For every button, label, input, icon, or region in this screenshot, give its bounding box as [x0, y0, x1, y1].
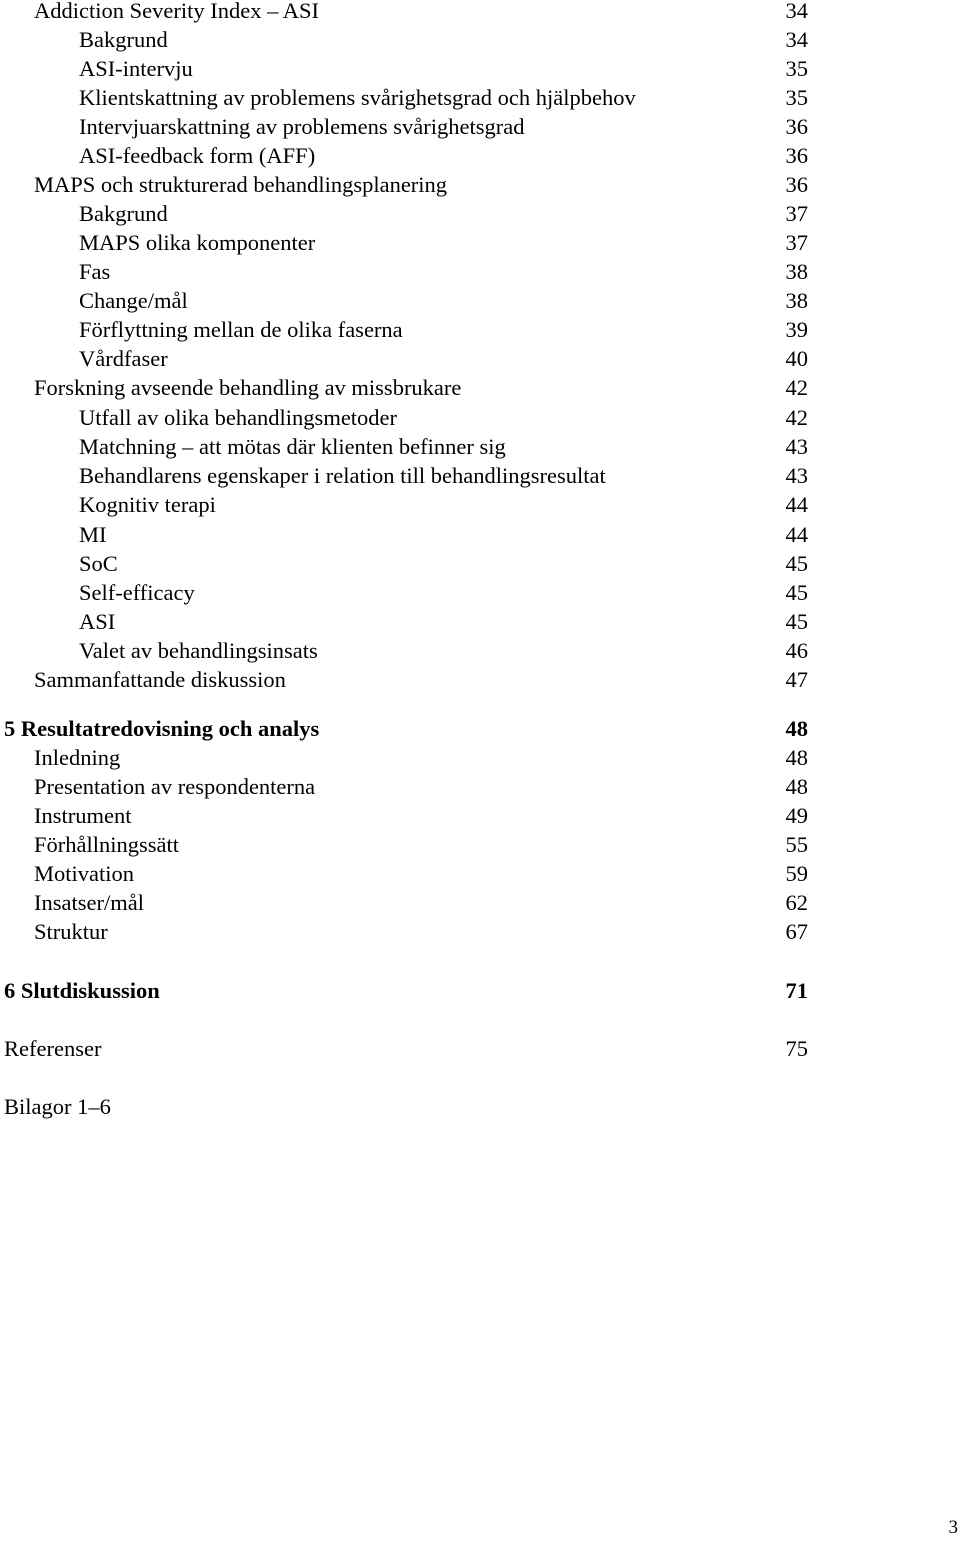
toc-entry-page: 37 [785, 230, 808, 255]
toc-entry[interactable] [0, 432, 960, 461]
toc-chapter[interactable] [0, 1092, 960, 1121]
toc-entry-title: Intervjuarskattning av problemens svårighetsgrad [79, 114, 525, 139]
toc-entry-page: 36 [785, 143, 808, 168]
toc-entry-title: Fas [79, 259, 111, 284]
toc-entry-title: ASI-intervju [79, 56, 193, 81]
toc-entry-page: 45 [785, 580, 808, 605]
toc-entry-title: Self-efficacy [79, 580, 195, 605]
toc-entry-title: Motivation [34, 861, 134, 886]
toc-entry[interactable] [0, 257, 960, 286]
toc-entry-title: Förhållningssätt [34, 832, 179, 857]
toc-entry-title: 5 Resultatredovisning och analys [4, 716, 320, 741]
toc-entry-title: Bakgrund [79, 27, 168, 52]
toc-entry[interactable] [0, 170, 960, 199]
toc-entry-title: Inledning [34, 745, 121, 770]
toc-chapter[interactable] [0, 1034, 960, 1063]
toc-entry-title: Klientskattning av problemens svårighetsgrad och hjälpbehov [79, 85, 636, 110]
toc-entry-page: 48 [785, 774, 808, 799]
toc-entry-title: Utfall av olika behandlingsmetoder [79, 405, 398, 430]
toc-entry-page: 36 [785, 114, 808, 139]
toc-entry[interactable] [0, 54, 960, 83]
toc-entry[interactable] [0, 888, 960, 917]
toc-entry-page: 67 [785, 919, 808, 944]
toc-entry[interactable] [0, 578, 960, 607]
toc-entry[interactable] [0, 286, 960, 315]
toc-entry-page: 43 [785, 434, 808, 459]
toc-entry-page: 44 [785, 522, 808, 547]
toc-entry-page: 45 [785, 551, 808, 576]
toc-entry-title: Bilagor 1–6 [4, 1094, 111, 1119]
toc-entry-page: 44 [785, 492, 808, 517]
toc-entry-title: Addiction Severity Index – ASI [34, 0, 319, 23]
toc-entry[interactable] [0, 0, 960, 25]
toc-entry-title: Matchning – att mötas där klienten befinner sig [79, 434, 506, 459]
toc-entry-page: 42 [785, 375, 808, 400]
toc-entry-page: 37 [785, 201, 808, 226]
toc-entry-page: 38 [785, 259, 808, 284]
toc-entry-title: MI [79, 522, 107, 547]
toc-entry-page: 34 [785, 0, 808, 23]
toc-entry-page: 48 [785, 716, 808, 741]
toc-entry[interactable] [0, 830, 960, 859]
toc-entry[interactable] [0, 801, 960, 830]
toc-entry-page: 49 [785, 803, 808, 828]
toc-entry-page: 36 [785, 172, 808, 197]
toc-entry-title: Sammanfattande diskussion [34, 667, 286, 692]
toc-entry[interactable] [0, 344, 960, 373]
toc-entry-title: Change/mål [79, 288, 188, 313]
toc-entry[interactable] [0, 228, 960, 257]
toc-entry[interactable] [0, 112, 960, 141]
toc-entry[interactable] [0, 743, 960, 772]
toc-entry-title: ASI-feedback form (AFF) [79, 143, 316, 168]
toc-entry-page: 48 [785, 745, 808, 770]
toc-entry[interactable] [0, 772, 960, 801]
toc-chapter[interactable] [0, 714, 960, 743]
toc-entry[interactable] [0, 83, 960, 112]
toc-entry-page: 38 [785, 288, 808, 313]
toc-entry-title: Förflyttning mellan de olika faserna [79, 317, 403, 342]
toc-entry[interactable] [0, 25, 960, 54]
toc-entry-title: ASI [79, 609, 116, 634]
toc-entry[interactable] [0, 917, 960, 946]
toc-entry[interactable] [0, 373, 960, 402]
toc-entry-page: 43 [785, 463, 808, 488]
toc-entry-title: 6 Slutdiskussion [4, 978, 160, 1003]
toc-entry-page: 75 [785, 1036, 808, 1061]
toc-entry-page: 71 [785, 978, 808, 1003]
toc-entry[interactable] [0, 549, 960, 578]
toc-entry-title: Vårdfaser [79, 346, 168, 371]
toc-entry-page: 39 [785, 317, 808, 342]
toc-entry-title: Referenser [4, 1036, 102, 1061]
toc-entry[interactable] [0, 520, 960, 549]
toc-entry-page: 35 [785, 85, 808, 110]
toc-entry[interactable] [0, 636, 960, 665]
toc-entry-title: MAPS olika komponenter [79, 230, 316, 255]
toc-entry-title: Insatser/mål [34, 890, 144, 915]
toc-entry-title: Bakgrund [79, 201, 168, 226]
toc-entry[interactable] [0, 461, 960, 490]
toc-entry-title: Kognitiv terapi [79, 492, 216, 517]
toc-entry-title: MAPS och strukturerad behandlingsplanering [34, 172, 448, 197]
toc-entry[interactable] [0, 859, 960, 888]
toc-entry-page: 47 [785, 667, 808, 692]
toc-entry-page: 46 [785, 638, 808, 663]
toc-entry-page: 35 [785, 56, 808, 81]
toc-entry[interactable] [0, 315, 960, 344]
toc-entry-page: 45 [785, 609, 808, 634]
toc-entry-title: Valet av behandlingsinsats [79, 638, 318, 663]
toc-entry-page: 34 [785, 27, 808, 52]
toc-entry[interactable] [0, 607, 960, 636]
toc-entry[interactable] [0, 665, 960, 694]
toc-entry-page: 42 [785, 405, 808, 430]
toc-entry[interactable] [0, 141, 960, 170]
toc-entry[interactable] [0, 199, 960, 228]
toc-entry-title: Forskning avseende behandling av missbrukare [34, 375, 462, 400]
toc-entry-title: Instrument [34, 803, 132, 828]
toc-entry[interactable] [0, 403, 960, 432]
toc-entry-title: SoC [79, 551, 118, 576]
toc-entry-title: Struktur [34, 919, 108, 944]
toc-entry[interactable] [0, 490, 960, 519]
toc-entry-page: 59 [785, 861, 808, 886]
toc-entry-page: 55 [785, 832, 808, 857]
toc-chapter[interactable] [0, 976, 960, 1005]
page-number: 3 [948, 1517, 958, 1538]
toc-entry-title: Presentation av respondenterna [34, 774, 316, 799]
toc-entry-title: Behandlarens egenskaper i relation till behandlingsresultat [79, 463, 606, 488]
toc-entry-page: 40 [785, 346, 808, 371]
toc-entry-page: 62 [785, 890, 808, 915]
